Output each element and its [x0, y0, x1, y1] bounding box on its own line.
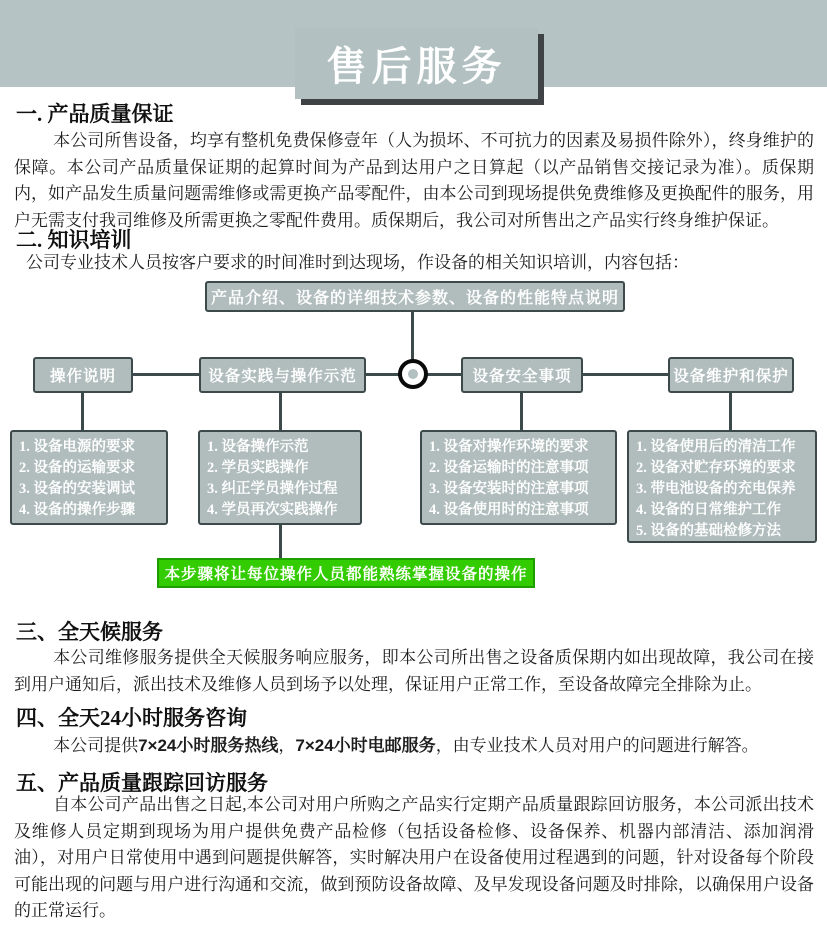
list-item: 4. 设备的日常维护工作	[636, 502, 781, 518]
list-item: 4. 学员再次实践操作	[207, 502, 338, 518]
list-item: 2. 设备运输时的注意事项	[429, 460, 589, 476]
page-title-box	[295, 28, 538, 99]
section-2-heading: 二. 知识培训	[16, 228, 132, 252]
flow-list-practice	[198, 430, 362, 525]
list-item: 4. 设备的操作步骤	[19, 502, 135, 518]
list-item: 1. 设备电源的要求	[19, 439, 135, 455]
flow-list-operation	[10, 430, 168, 525]
section-1-body: 本公司所售设备，均享有整机免费保修壹年（人为损坏、不可抗力的因素及易损件除外），终身维护的保障。本公司产品质量保证期的起算时间为产品到达用户之日算起（以产品销售交接记录为准）。质保期内，如产品发生质量问题需维修或需更换产品零配件，由本公司到现场提供免费维修及更换配件的服务，用户无需支付我司维修及所需更换之零配件费用。质保期后，我公司对所售出之产品实行终身维护保证。	[14, 131, 814, 230]
section-4-body	[14, 733, 814, 760]
list-item: 1. 设备使用后的清洁工作	[636, 439, 796, 455]
list-item: 3. 纠正学员操作过程	[207, 481, 338, 497]
section-3-heading: 三、全天候服务	[16, 620, 163, 644]
list-item: 3. 设备安装时的注意事项	[429, 481, 589, 497]
list-item: 2. 设备对贮存环境的要求	[636, 460, 796, 476]
list-item: 3. 设备的安装调试	[19, 481, 135, 497]
flow-node-practice: 设备实践与操作示范	[199, 357, 366, 393]
connector-branch-3	[520, 393, 523, 430]
list-item: 2. 学员实践操作	[207, 460, 309, 476]
connector-top-vertical	[411, 312, 414, 362]
junction-dot-icon	[408, 369, 418, 379]
flow-node-safety: 设备安全事项	[461, 357, 583, 393]
connector-branch-1	[81, 393, 84, 430]
section-4-separator: ，	[278, 736, 296, 755]
section-4-prefix: 本公司提供	[53, 736, 139, 755]
page-title: 售后服务	[326, 45, 507, 89]
email-service-text: 7×24小时电邮服务	[295, 736, 436, 755]
junction-circle-icon	[398, 359, 428, 389]
hotline-service-text: 7×24小时服务热线	[138, 736, 279, 755]
flow-list-maintenance	[627, 430, 817, 543]
training-flowchart	[0, 280, 827, 595]
flow-list-safety	[420, 430, 617, 525]
connector-result	[279, 525, 282, 558]
flow-top-box: 产品介绍、设备的详细技术参数、设备的性能特点说明	[205, 281, 625, 312]
connector-branch-2	[279, 393, 282, 430]
section-3-body: 本公司维修服务提供全天候服务响应服务，即本公司所出售之设备质保期内如出现故障，我公司在接到用户通知后，派出技术及维修人员到场予以处理，保证用户正常工作，至设备故障完全排除为止。	[14, 648, 814, 694]
flow-result-box: 本步骤将让每位操作人员都能熟练掌握设备的操作	[157, 558, 535, 588]
list-item: 1. 设备操作示范	[207, 439, 309, 455]
section-4-suffix: ，由专业技术人员对用户的问题进行解答。	[435, 736, 759, 755]
connector-branch-4	[729, 393, 732, 430]
section-5-body: 自本公司产品出售之日起,本公司对用户所购之产品实行定期产品质量跟踪回访服务，本公司派出技术及维修人员定期到现场为用户提供免费产品检修（包括设备检修、设备保养、机器内部清洁、添加润滑油），对用户日常使用中遇到问题提供解答，实时解决用户在设备使用过程遇到的问题，针对设备每个阶段可能出现的问题与用户进行沟通和交流，做到预防设备故障、及早发现设备问题及时排除，以确保用户设备的正常运行。	[14, 795, 814, 920]
section-4-heading: 四、全天24小时服务咨询	[16, 706, 247, 730]
section-1-heading: 一. 产品质量保证	[16, 102, 174, 126]
section-5-heading: 五、产品质量跟踪回访服务	[16, 771, 268, 795]
section-2-intro: 公司专业技术人员按客户要求的时间准时到达现场，作设备的相关知识培训，内容包括：	[26, 253, 689, 272]
list-item: 3. 带电池设备的充电保养	[636, 481, 796, 497]
list-item: 5. 设备的基础检修方法	[636, 523, 781, 539]
flow-node-maintenance: 设备维护和保护	[668, 357, 794, 393]
list-item: 2. 设备的运输要求	[19, 460, 135, 476]
list-item: 4. 设备使用时的注意事项	[429, 502, 589, 518]
list-item: 1. 设备对操作环境的要求	[429, 439, 589, 455]
flow-node-operation: 操作说明	[33, 357, 133, 393]
